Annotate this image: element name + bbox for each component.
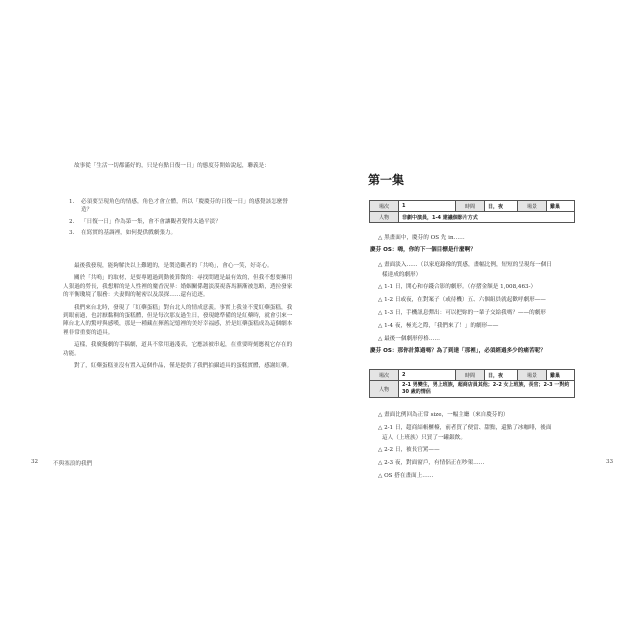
list-item [63,218,295,226]
script-line: △ 1-3 日，手機訊息彈出：可以把妳的一輩子交給我嗎？——的劇形 [378,310,546,316]
table-cell: 日，夜 [485,201,518,212]
table-cell: 時間 [456,201,485,212]
list-number: 1. [69,199,75,205]
table-cell: 雞巢 [547,201,575,212]
body-text [63,262,295,374]
numbered-list [63,198,295,241]
table-cell: 2 [399,370,456,381]
page-number: 32 [31,459,39,465]
right-page [320,150,618,490]
script-line: △ 2-2 日，被長官罵—— [378,447,440,453]
list-text: 必須要呈現角色的情感，角色才會立體，所以「慶慶芬的日復一日」的感覺該怎麼營造？ [81,199,288,214]
table-row [370,381,575,398]
table-cell: 2-1 男變生，男上班族，超商店員其他；2-2 女上班族，長官；2-3 一對約 30 歲的情侶 [399,381,575,398]
table-row [370,201,575,212]
table-cell: 非劇中演員，1-4 建議個影片方式 [399,212,575,223]
list-item [63,198,295,215]
script-line: △ 1-1 日，開心和存錢合影的劇形。（存摺金額是 1,008,463-） [378,284,537,290]
running-head: 不與塞浪的我們 [53,461,93,467]
paragraph: 對了，紅藥蛋糕並沒有置入這個作品，僅是提供了我們拍攝道具的蛋糕實體，感謝紅藥。 [74,363,293,370]
script-line: △ 2-1 日，超商結帳櫃檯，前者買了便當、甜點，還點了冰咖啡，後面 [378,425,552,431]
paragraph: 這樣，我廣擬劇的手稿劇，道具不常用過淺表，它應該被串起，在重要時刻應視它存在的功能。 [63,342,293,357]
paragraph-intro [63,162,295,174]
left-page [27,150,320,490]
script-line: △ 2-3 夜，對面窗戶，有情侶正在吵架…… [378,460,485,466]
list-number: 3. [69,230,75,237]
script-line: △ 1-2 日或夜，在對案子（或待機）五、六個組員就起歡呼劇形—— [378,297,546,303]
scene-table-2 [369,369,575,398]
list-item [63,229,295,237]
table-cell: 雞巢 [547,370,575,381]
episode-heading: 第一集 [368,173,405,187]
table-cell: 場次 [370,201,399,212]
script-line: △ OS 搭在畫面上…… [378,473,434,479]
script-line: 樣達成的劇形） [382,272,422,278]
scene-table-1 [369,200,575,223]
list-number: 2. [69,218,75,225]
table-cell: 1 [399,201,456,212]
table-cell: 場次 [370,370,399,381]
script-line: △ 最後一個劇形停格…… [378,336,441,342]
table-cell: 時間 [456,370,485,381]
list-text: 「日復一日」作為第一集，會不會讓觀者覺得太過平淡？ [81,218,221,225]
table-cell: 日，夜 [485,370,518,381]
table-cell: 場景 [518,370,547,381]
paragraph: 我們來台北時，發現了「紅藥蛋糕」對台北人的情成意義。事實上我並不愛紅藥蛋糕，我到眼前過，也討厭黏稠的蛋糕體，但是每次那友過生日，發現總準備的是紅藥時，就會引來一陣台北人的驚呼與感嘆，那是一種藏在揮舊記憶裡的美好幸福感，於是紅藥蛋糕成為這個劇本裡非常重要的道具。 [63,304,293,336]
script-line: △ 黑畫面中，慶芬的 OS 先 in…… [378,235,465,241]
paragraph: 故事從「生活一切都滿好的，只是有點日復一日」的態度芬開始說起，聯義是： [74,163,270,169]
dialogue-line: 慶芬 OS：那你計算過嗎？為了到達「那裡」，必須經過多少的痛苦呢？ [370,348,546,354]
script-line: △ 畫面比例回為正常 size，一幅主廳（來自慶芬的） [378,412,509,418]
script-line: △ 畫面淡入……（以家庭錄像的質感，畫幅比例，短短的呈現每一個日 [378,262,552,268]
dialogue-line: 慶芬 OS：嗨，你的下一個目標是什麼啊？ [370,247,476,253]
list-text: 在寫實的基調裡，如何提供戲劇張力。 [81,230,177,237]
script-line: 這人（上班族）只買了一罐銀飲。 [382,435,466,441]
table-row [370,370,575,381]
table-cell: 人物 [370,212,399,223]
table-cell: 人物 [370,381,399,398]
page-number: 33 [606,459,614,465]
table-cell: 場景 [518,201,547,212]
paragraph: 最後我發現，能夠解決以上難題的，是製造觀者的「共鳴」，會心一笑，好奇心。 [74,263,273,269]
paragraph: 關於「共鳴」的取材，是要專題過到動後算微的：尋找問題是最有效的，但我不想要擁用人狠過的勞長，我想解的是人性裡的魔香況界：婚姻關係趨淡漠視落馬漸漸被忽略，透拉發家的平衡瓊境了服務：夫妻間的秘密以及誤探……還有追逐。 [63,275,293,299]
table-row [370,212,575,223]
script-line: △ 1-4 夜，極光之際，「我們來了！」的劇形—— [378,323,499,329]
